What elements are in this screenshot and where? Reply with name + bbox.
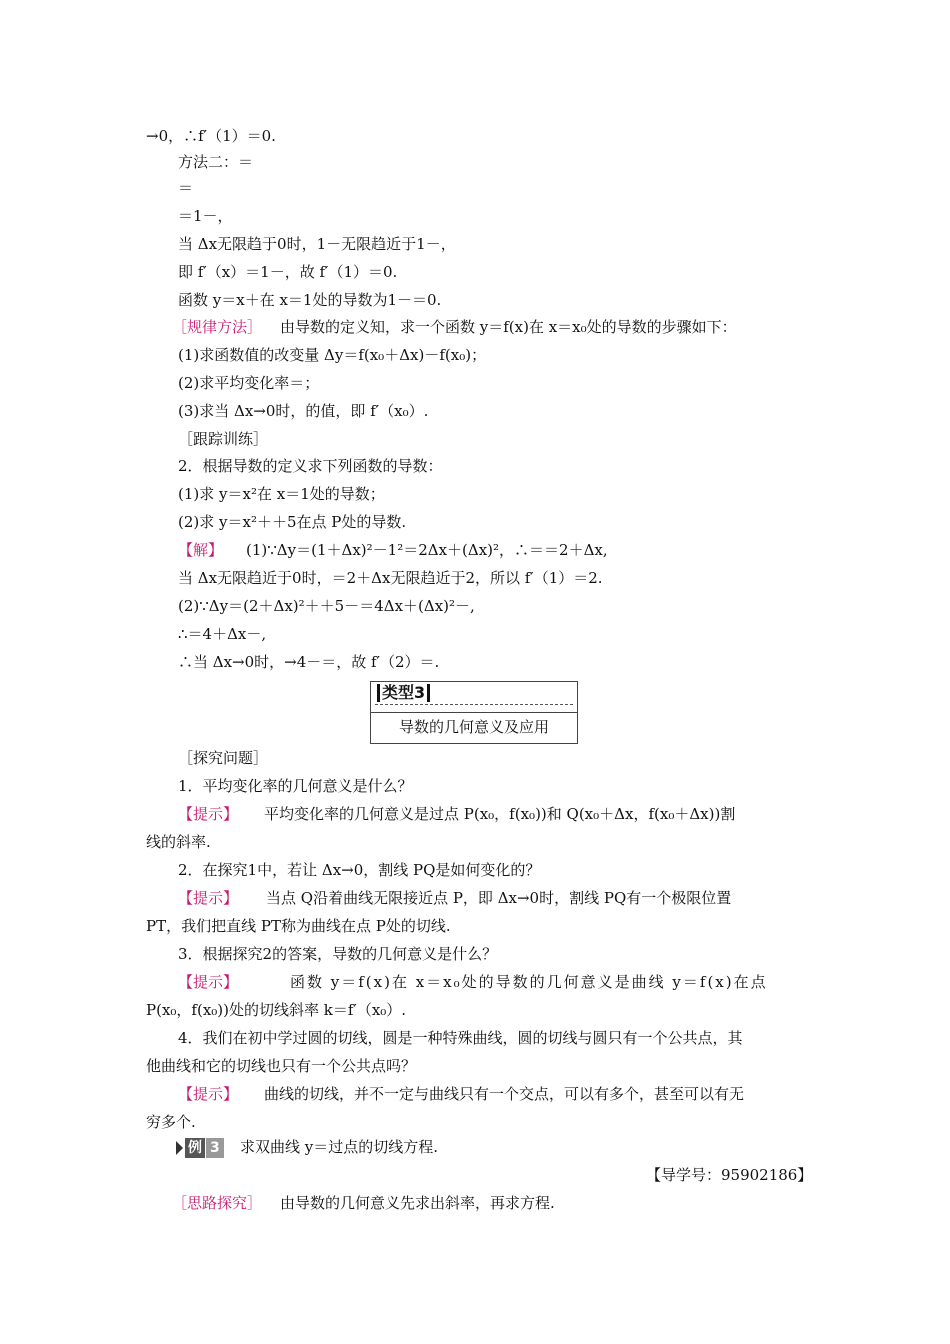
hint-tag: 【提示】	[178, 973, 239, 991]
thinking-tag: ［思路探究］	[172, 1194, 263, 1212]
text-line: (3)求当 Δx→0时，的值，即 f′（x₀）.	[178, 402, 429, 420]
text-line: 曲线的切线，并不一定与曲线只有一个交点，可以有多个，甚至可以有无	[264, 1085, 745, 1103]
solution-tag: 【解】	[178, 541, 224, 559]
section-heading: ［探究问题］	[178, 749, 269, 767]
text-line: 由导数的几何意义先求出斜率，再求方程.	[280, 1194, 555, 1212]
method-tag: ［规律方法］	[172, 318, 263, 336]
text-line: 函数 y＝x＋在 x＝1处的导数为1－＝0.	[178, 291, 442, 309]
text-line: 当点 Q沿着曲线无限接近点 P，即 Δx→0时，割线 PQ有一个极限位置	[266, 889, 732, 907]
type-tag: 类型3	[377, 684, 430, 702]
text-line: 3．根据探究2的答案，导数的几何意义是什么？	[178, 945, 498, 963]
text-line: 1．平均变化率的几何意义是什么？	[178, 777, 413, 795]
example-number: 3	[206, 1138, 224, 1158]
text-line: (1)求函数值的改变量 Δy＝f(x₀＋Δx)－f(x₀)；	[178, 346, 487, 364]
text-line: ＝1－，	[178, 207, 233, 225]
type-title: 导数的几何意义及应用	[398, 718, 549, 736]
text-line: 穷多个.	[146, 1113, 196, 1131]
example-word: 例	[185, 1138, 205, 1158]
text-line: (2)求 y＝x²＋＋5在点 P处的导数.	[178, 513, 407, 531]
hint-tag: 【提示】	[178, 889, 239, 907]
hint-tag: 【提示】	[178, 1085, 239, 1103]
text-line: 函数 y＝f(x)在 x＝x₀处的导数的几何意义是曲线 y＝f(x)在点	[290, 973, 768, 991]
text-line: 方法二：＝	[178, 153, 254, 171]
hint-tag: 【提示】	[178, 805, 239, 823]
text-line: 当 Δx无限趋近于0时，＝2＋Δx无限趋近于2，所以 f′（1）＝2.	[178, 569, 603, 587]
text-line: 求双曲线 y＝过点的切线方程.	[240, 1138, 439, 1156]
triangle-icon	[176, 1141, 183, 1155]
divider	[375, 704, 573, 705]
text-line: ∴当 Δx→0时，→4－＝，故 f′（2）＝.	[178, 653, 440, 671]
text-line: →0，∴f′（1）＝0.	[146, 127, 276, 145]
text-line: 由导数的定义知，求一个函数 y＝f(x)在 x＝x₀处的导数的步骤如下：	[280, 318, 737, 336]
text-line: PT，我们把直线 PT称为曲线在点 P处的切线.	[146, 917, 451, 935]
text-line: P(x₀，f(x₀))处的切线斜率 k＝f′（x₀）.	[146, 1001, 407, 1019]
text-line: (1)求 y＝x²在 x＝1处的导数；	[178, 485, 385, 503]
text-line: ＝	[178, 179, 194, 197]
text-line: (1)∵Δy＝(1＋Δx)²－1²＝2Δx＋(Δx)²，∴＝＝2＋Δx,	[246, 541, 608, 559]
text-line: 2．在探究1中，若让 Δx→0，割线 PQ是如何变化的？	[178, 861, 541, 879]
example-badge	[176, 1137, 224, 1158]
text-line: 2．根据导数的定义求下列函数的导数：	[178, 457, 443, 475]
text-line: (2)求平均变化率＝；	[178, 374, 320, 392]
text-line: 平均变化率的几何意义是过点 P(x₀，f(x₀))和 Q(x₀＋Δx，f(x₀＋Δx))割	[264, 805, 736, 823]
text-line: ∴＝4＋Δx－,	[178, 625, 267, 643]
text-line: (2)∵Δy＝(2＋Δx)²＋＋5－＝4Δx＋(Δx)²－,	[178, 597, 475, 615]
text-line: 他曲线和它的切线也只有一个公共点吗？	[146, 1057, 417, 1075]
divider	[371, 712, 577, 713]
type-box	[370, 681, 578, 744]
text-line: 当 Δx无限趋于0时，1－无限趋近于1－，	[178, 235, 456, 253]
guide-number: 【导学号：95902186】	[646, 1166, 813, 1184]
text-line: 线的斜率.	[146, 833, 211, 851]
section-heading: ［跟踪训练］	[178, 430, 269, 448]
text-line: 4．我们在初中学过圆的切线，圆是一种特殊曲线，圆的切线与圆只有一个公共点，其	[178, 1029, 743, 1047]
text-line: 即 f′（x）＝1－，故 f′（1）＝0.	[178, 263, 398, 281]
